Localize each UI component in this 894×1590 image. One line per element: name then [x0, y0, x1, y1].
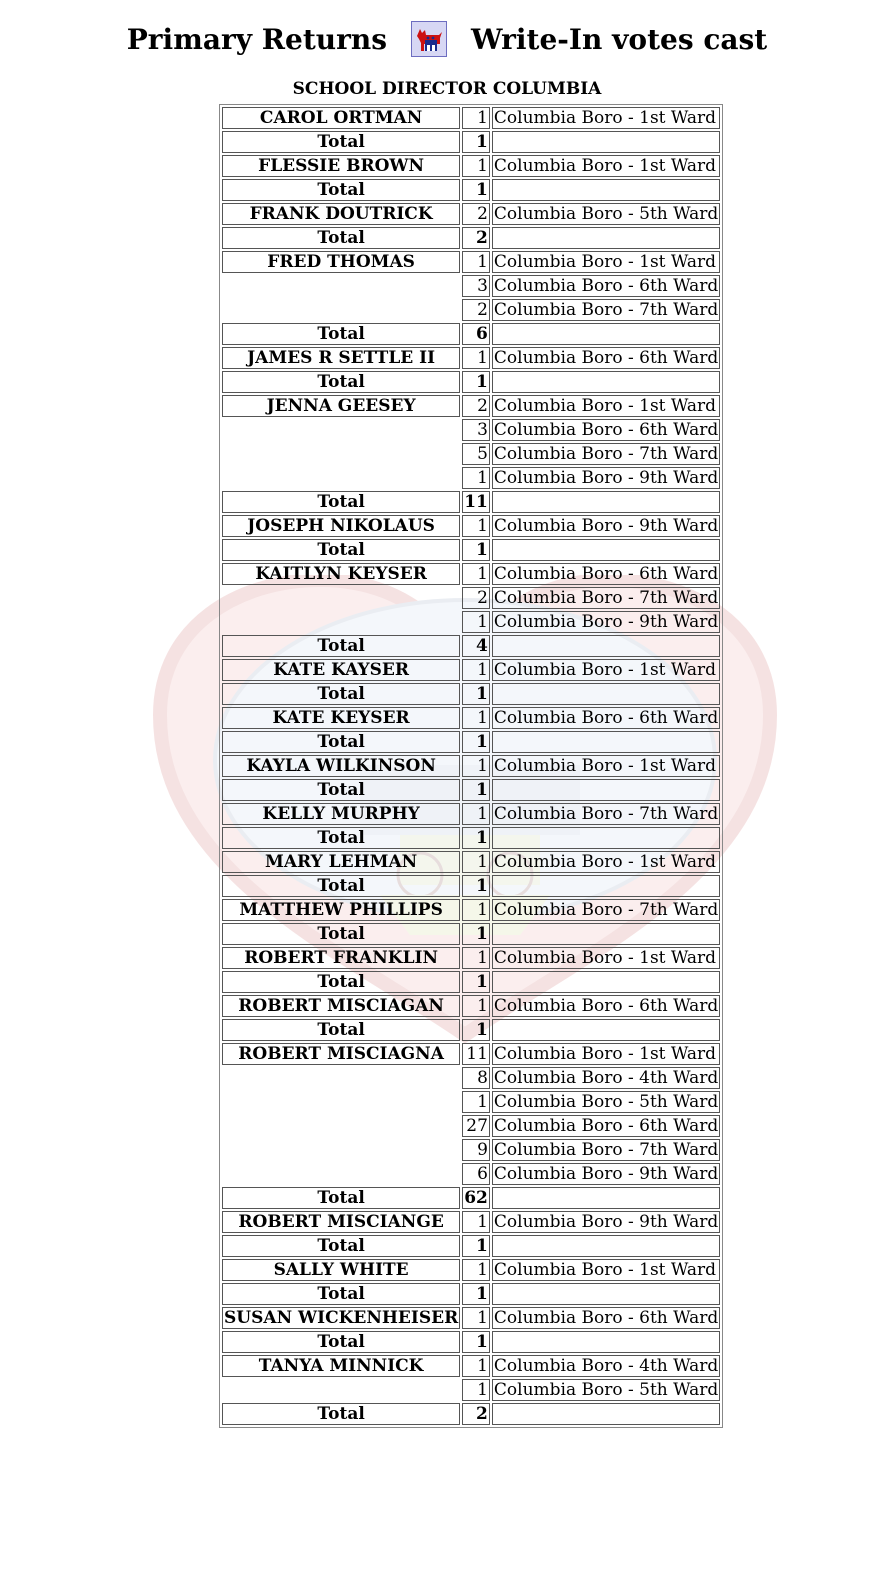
candidate-name: FRANK DOUTRICK [222, 203, 460, 225]
total-votes: 1 [462, 827, 490, 849]
candidate-name: KATE KEYSER [222, 707, 460, 729]
vote-row [222, 1259, 720, 1281]
candidate-name: SUSAN WICKENHEISER [224, 1308, 459, 1328]
total-label: Total [222, 731, 460, 753]
total-votes: 1 [462, 1283, 490, 1305]
vote-row [222, 395, 720, 417]
candidate-name: TANYA MINNICK [222, 1355, 460, 1377]
total-label: Total [222, 323, 460, 345]
total-row [222, 179, 720, 201]
precinct-name: Columbia Boro - 1st Ward [492, 395, 720, 417]
vote-row [222, 347, 720, 369]
empty-place-cell [492, 1235, 720, 1257]
empty-name-cell [222, 1139, 460, 1161]
vote-row [222, 1307, 720, 1329]
total-row [222, 539, 720, 561]
vote-row [222, 1067, 720, 1089]
empty-name-cell [222, 1067, 460, 1089]
vote-count: 9 [462, 1139, 490, 1161]
candidate-name: FLESSIE BROWN [222, 155, 460, 177]
precinct-name: Columbia Boro - 5th Ward [493, 1380, 719, 1400]
empty-place-cell [492, 779, 720, 801]
precinct-name: Columbia Boro - 6th Ward [493, 1308, 719, 1328]
vote-count: 6 [462, 1163, 490, 1185]
empty-place-cell [492, 731, 720, 753]
vote-count: 1 [462, 755, 490, 777]
empty-place-cell [492, 635, 720, 657]
candidate-name: MATTHEW PHILLIPS [222, 899, 460, 921]
total-label: Total [222, 971, 460, 993]
vote-row [222, 275, 720, 297]
precinct-name: Columbia Boro - 1st Ward [492, 755, 720, 777]
vote-row [222, 107, 720, 129]
total-votes: 1 [462, 371, 490, 393]
vote-count: 3 [462, 419, 490, 441]
precinct-name: Columbia Boro - 7th Ward [493, 900, 719, 920]
precinct-name: Columbia Boro - 6th Ward [493, 996, 719, 1016]
candidate-name: SALLY WHITE [222, 1259, 460, 1281]
vote-count: 1 [462, 347, 490, 369]
vote-count: 1 [462, 1379, 490, 1401]
vote-row [222, 659, 720, 681]
total-label: Total [222, 1403, 460, 1425]
total-votes: 2 [462, 1403, 490, 1425]
empty-place-cell [492, 923, 720, 945]
total-label: Total [222, 1331, 460, 1353]
total-votes: 2 [462, 227, 490, 249]
total-votes: 11 [464, 492, 488, 512]
empty-place-cell [492, 491, 720, 513]
candidate-name: JENNA GEESEY [222, 395, 460, 417]
vote-count: 1 [462, 707, 490, 729]
vote-count: 1 [462, 947, 490, 969]
vote-count: 1 [462, 251, 490, 273]
precinct-name: Columbia Boro - 1st Ward [492, 659, 720, 681]
total-row [222, 131, 720, 153]
vote-row [222, 419, 720, 441]
precinct-name: Columbia Boro - 1st Ward [492, 947, 720, 969]
page-header [0, 14, 894, 64]
precinct-name: Columbia Boro - 6th Ward [493, 708, 719, 728]
vote-row [222, 251, 720, 273]
vote-row [222, 851, 720, 873]
empty-place-cell [492, 131, 720, 153]
precinct-name: Columbia Boro - 9th Ward [493, 468, 719, 488]
precinct-name: Columbia Boro - 1st Ward [492, 851, 720, 873]
total-row [222, 683, 720, 705]
vote-row [222, 299, 720, 321]
vote-row [222, 899, 720, 921]
total-row [222, 491, 720, 513]
total-votes: 1 [462, 131, 490, 153]
candidate-name: ROBERT MISCIAGAN [222, 995, 460, 1017]
vote-count: 1 [462, 563, 490, 585]
empty-place-cell [492, 1019, 720, 1041]
empty-place-cell [492, 1331, 720, 1353]
vote-row [222, 515, 720, 537]
section-title: SCHOOL DIRECTOR COLUMBIA [292, 79, 602, 99]
total-row [222, 923, 720, 945]
total-row [222, 1187, 720, 1209]
vote-count: 1 [462, 803, 490, 825]
vote-count: 1 [462, 515, 490, 537]
empty-name-cell [222, 299, 460, 321]
vote-count: 1 [462, 1307, 490, 1329]
vote-count: 1 [462, 1091, 490, 1113]
total-votes: 1 [462, 539, 490, 561]
vote-count: 2 [462, 299, 490, 321]
empty-place-cell [492, 827, 720, 849]
candidate-name: MARY LEHMAN [222, 851, 460, 873]
candidate-name: KAITLYN KEYSER [222, 563, 460, 585]
empty-name-cell [222, 1091, 460, 1113]
vote-count: 27 [462, 1115, 490, 1137]
total-label: Total [222, 131, 460, 153]
total-votes: 4 [462, 635, 490, 657]
empty-name-cell [222, 1115, 460, 1137]
precinct-name: Columbia Boro - 6th Ward [493, 348, 719, 368]
total-votes: 1 [462, 731, 490, 753]
empty-place-cell [492, 323, 720, 345]
precinct-name: Columbia Boro - 7th Ward [493, 300, 719, 320]
precinct-name: Columbia Boro - 1st Ward [492, 107, 720, 129]
total-label: Total [222, 539, 460, 561]
empty-name-cell [222, 275, 460, 297]
total-row [222, 875, 720, 897]
total-row [222, 1235, 720, 1257]
total-row [222, 731, 720, 753]
precinct-name: Columbia Boro - 4th Ward [493, 1068, 719, 1088]
total-row [222, 635, 720, 657]
total-row [222, 323, 720, 345]
candidate-name: KATE KAYSER [222, 659, 460, 681]
total-label: Total [222, 923, 460, 945]
title-primary-returns: Primary Returns [126, 22, 387, 56]
total-row [222, 971, 720, 993]
total-votes: 62 [464, 1188, 488, 1208]
vote-row [222, 1211, 720, 1233]
precinct-name: Columbia Boro - 7th Ward [493, 804, 719, 824]
vote-count: 1 [462, 467, 490, 489]
candidate-name: FRED THOMAS [222, 251, 460, 273]
candidate-name: JOSEPH NIKOLAUS [222, 515, 460, 537]
total-label: Total [222, 779, 460, 801]
vote-count: 1 [462, 659, 490, 681]
vote-row [222, 995, 720, 1017]
vote-row [222, 611, 720, 633]
precinct-name: Columbia Boro - 6th Ward [493, 420, 719, 440]
vote-count: 2 [462, 395, 490, 417]
total-row [222, 779, 720, 801]
vote-count: 1 [462, 107, 490, 129]
total-label: Total [222, 1187, 460, 1209]
total-row [222, 1283, 720, 1305]
vote-row [222, 1091, 720, 1113]
vote-row [222, 803, 720, 825]
precinct-name: Columbia Boro - 6th Ward [493, 564, 719, 584]
vote-row [222, 563, 720, 585]
vote-row [222, 467, 720, 489]
vote-row [222, 155, 720, 177]
vote-row [222, 1163, 720, 1185]
empty-place-cell [492, 1403, 720, 1425]
candidate-name: JAMES R SETTLE II [222, 347, 460, 369]
total-label: Total [222, 179, 460, 201]
candidate-name: ROBERT MISCIANGE [222, 1211, 460, 1233]
vote-count: 1 [462, 899, 490, 921]
candidate-name: ROBERT FRANKLIN [222, 947, 460, 969]
empty-name-cell [222, 1379, 460, 1401]
empty-place-cell [492, 683, 720, 705]
vote-count: 3 [462, 275, 490, 297]
precinct-name: Columbia Boro - 5th Ward [493, 204, 719, 224]
total-label: Total [222, 635, 460, 657]
total-label: Total [222, 227, 460, 249]
total-votes: 6 [462, 323, 490, 345]
write-in-returns-table [219, 104, 723, 1428]
total-label: Total [222, 1235, 460, 1257]
precinct-name: Columbia Boro - 9th Ward [493, 1212, 719, 1232]
precinct-name: Columbia Boro - 6th Ward [493, 1116, 719, 1136]
vote-count: 1 [462, 1355, 490, 1377]
empty-name-cell [222, 467, 460, 489]
total-label: Total [222, 1283, 460, 1305]
empty-name-cell [222, 1163, 460, 1185]
vote-row [222, 947, 720, 969]
vote-count: 1 [462, 611, 490, 633]
vote-count: 8 [462, 1067, 490, 1089]
total-votes: 1 [462, 1019, 490, 1041]
returns-table-body [222, 107, 720, 1425]
vote-count: 1 [462, 851, 490, 873]
precinct-name: Columbia Boro - 1st Ward [492, 155, 720, 177]
precinct-name: Columbia Boro - 9th Ward [493, 1164, 719, 1184]
total-row [222, 1019, 720, 1041]
vote-row [222, 1115, 720, 1137]
total-votes: 1 [462, 875, 490, 897]
vote-count: 1 [462, 995, 490, 1017]
empty-place-cell [492, 1187, 720, 1209]
vote-row [222, 1043, 720, 1065]
vote-row [222, 1139, 720, 1161]
total-label: Total [222, 827, 460, 849]
precinct-name: Columbia Boro - 1st Ward [492, 1043, 720, 1065]
total-votes: 1 [462, 779, 490, 801]
candidate-name: KELLY MURPHY [222, 803, 460, 825]
precinct-name: Columbia Boro - 9th Ward [493, 516, 719, 536]
candidate-name: ROBERT MISCIAGNA [222, 1043, 460, 1065]
precinct-name: Columbia Boro - 1st Ward [492, 1259, 720, 1281]
vote-count: 1 [462, 155, 490, 177]
vote-row [222, 755, 720, 777]
vote-row [222, 707, 720, 729]
empty-name-cell [222, 443, 460, 465]
vote-row [222, 587, 720, 609]
total-votes: 1 [462, 179, 490, 201]
total-votes: 1 [462, 971, 490, 993]
democratic-donkey-icon [411, 21, 447, 57]
vote-row [222, 443, 720, 465]
precinct-name: Columbia Boro - 4th Ward [493, 1356, 719, 1376]
precinct-name: Columbia Boro - 7th Ward [493, 588, 719, 608]
vote-row [222, 203, 720, 225]
empty-name-cell [222, 611, 460, 633]
total-votes: 1 [462, 1331, 490, 1353]
total-row [222, 1331, 720, 1353]
empty-place-cell [492, 179, 720, 201]
vote-count: 2 [462, 587, 490, 609]
precinct-name: Columbia Boro - 5th Ward [493, 1092, 719, 1112]
vote-count: 11 [462, 1043, 490, 1065]
precinct-name: Columbia Boro - 7th Ward [493, 1140, 719, 1160]
empty-place-cell [492, 1283, 720, 1305]
total-votes: 1 [462, 683, 490, 705]
total-label: Total [222, 875, 460, 897]
precinct-name: Columbia Boro - 6th Ward [493, 276, 719, 296]
total-label: Total [222, 683, 460, 705]
total-row [222, 827, 720, 849]
empty-name-cell [222, 419, 460, 441]
total-label: Total [222, 371, 460, 393]
precinct-name: Columbia Boro - 1st Ward [492, 251, 720, 273]
total-row [222, 1403, 720, 1425]
candidate-name: KAYLA WILKINSON [222, 755, 460, 777]
vote-count: 1 [462, 1259, 490, 1281]
empty-place-cell [492, 539, 720, 561]
total-row [222, 227, 720, 249]
total-label: Total [222, 491, 460, 513]
vote-count: 2 [462, 203, 490, 225]
empty-place-cell [492, 875, 720, 897]
total-row [222, 371, 720, 393]
total-votes: 1 [462, 923, 490, 945]
empty-place-cell [492, 371, 720, 393]
vote-row [222, 1355, 720, 1377]
empty-place-cell [492, 227, 720, 249]
title-write-in-votes: Write-In votes cast [470, 22, 768, 56]
total-votes: 1 [462, 1235, 490, 1257]
empty-name-cell [222, 587, 460, 609]
total-label: Total [222, 1019, 460, 1041]
vote-count: 5 [462, 443, 490, 465]
precinct-name: Columbia Boro - 9th Ward [493, 612, 719, 632]
vote-row [222, 1379, 720, 1401]
empty-place-cell [492, 971, 720, 993]
candidate-name: CAROL ORTMAN [222, 107, 460, 129]
precinct-name: Columbia Boro - 7th Ward [493, 444, 719, 464]
vote-count: 1 [462, 1211, 490, 1233]
